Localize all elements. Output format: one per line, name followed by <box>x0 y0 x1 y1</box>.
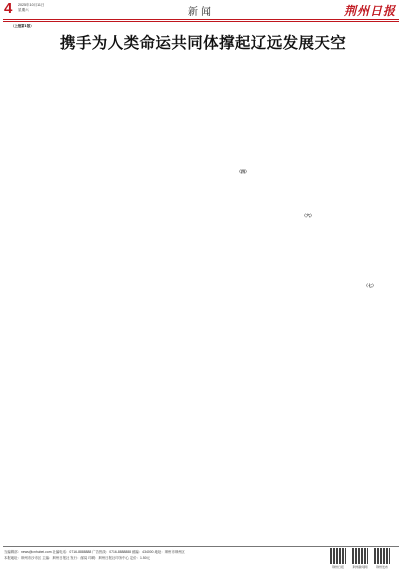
qr-caption: 荆州发布 <box>375 565 388 569</box>
column-6: （七） <box>364 283 376 288</box>
qr-code-icon <box>330 548 346 564</box>
qr-code-icon <box>374 548 390 564</box>
article-body <box>0 24 402 544</box>
qr-caption: 荆州日报 <box>331 565 344 569</box>
headline: 携手为人类命运共同体撑起辽远发展天空 <box>60 34 347 52</box>
column-1: （上接第1版） <box>11 24 34 28</box>
column-2 <box>73 62 137 542</box>
masthead-rule-thin <box>3 21 399 22</box>
footer-rule <box>3 546 399 547</box>
newspaper-logo: 荆州日报 <box>343 4 396 18</box>
column-4: （四） <box>237 169 249 174</box>
section-title: 新闻 <box>188 7 214 18</box>
date-line: 2025年10月11日 星期六 <box>18 3 45 12</box>
page-number: 4 <box>4 0 13 17</box>
column-5: （六） <box>302 213 314 218</box>
qr-caption: 荆州新闻网 <box>352 565 368 569</box>
qr-code-icon <box>352 548 368 564</box>
column-3 <box>142 62 206 542</box>
footer: 当编辑部：news@cnhubei.com 社编电话：0716-8888888 广告热线：0716-8888888 邮编：434000 地址：荆州市荆州区 本报地址：荆州市沙市区 主编：荆州日报社 发行：邮局 印刷：荆州日报社印务中心 定价：1.50元 <box>4 550 185 560</box>
